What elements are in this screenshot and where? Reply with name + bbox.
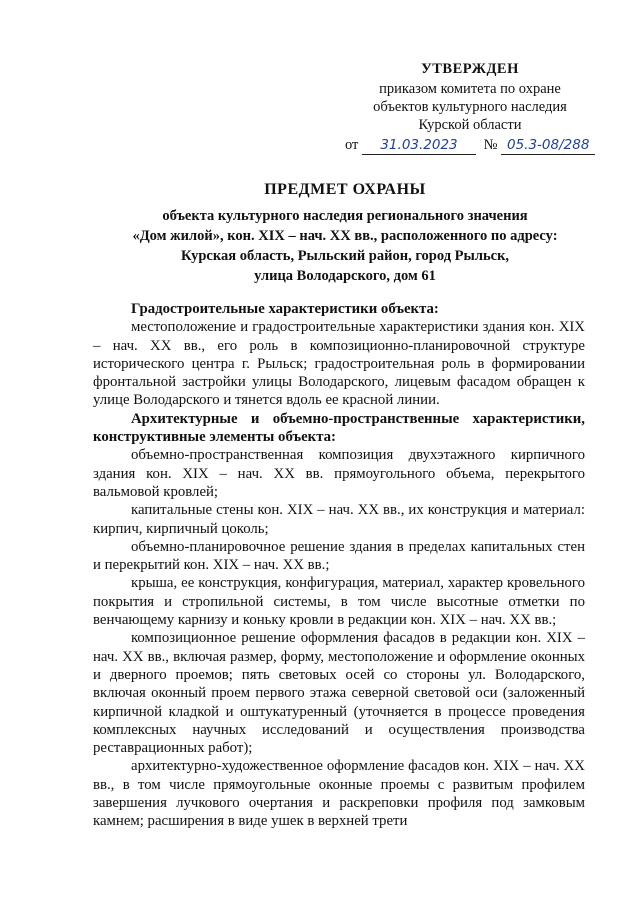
- handwritten-number: 05.3-08/288: [501, 136, 595, 155]
- heading-line-2: «Дом жилой», кон. XIX – нач. XX вв., расположенного по адресу:: [132, 228, 558, 244]
- approval-line-1: приказом комитета по охране: [379, 81, 561, 97]
- heading-line-3: Курская область, Рыльский район, город Рыльск,: [180, 248, 510, 264]
- document-body: [93, 300, 585, 831]
- paragraph-roof: крыша, ее конструкция, конфигурация, материал, характер кровельного покрытия и стропильной системы, в том числе высотные отметки по венчающему карнизу и коньку кровли в редакции кон. XIX – нач. XX вв.;: [93, 575, 585, 629]
- paragraph-planning: объемно-планировочное решение здания в пределах капитальных стен и перекрытий кон. XIX – нач. XX вв.;: [93, 538, 585, 574]
- approval-title: УТВЕРЖДЕН: [421, 61, 519, 77]
- section-title-urban: Градостроительные характеристики объекта:: [131, 301, 439, 317]
- paragraph-facade-decoration: архитектурно-художественное оформление фасадов кон. XIX – нач. XX вв., в том числе прямоугольные оконные проемы с развитым профилем завершения лучкового очертания и раскреповки профиля под замковым камнем; расширения в виде ушек в верхней трети: [93, 758, 585, 830]
- heading-line-4: улица Володарского, дом 61: [254, 268, 436, 284]
- paragraph-facade-composition: композиционное решение оформления фасадов в редакции кон. XIX – нач. XX вв., включая размер, форму, местоположение и оформление оконных и дверного проемов; пять световых осей со стороны ул. Володарского, включая оконный проем первого этажа северной световой оси (заложенный кирпичной кладкой и оштукатуренный (уточняется в процессе проведения комплексных научных исследований и осуществления производства реставрационных работ);: [93, 630, 585, 757]
- handwritten-date: 31.03.2023: [362, 136, 475, 155]
- approval-block: [345, 60, 595, 155]
- document-heading: [95, 180, 595, 286]
- approval-line-3: Курской области: [418, 117, 522, 133]
- paragraph-composition: объемно-пространственная композиция двухэтажного кирпичного здания кон. XIX – нач. XX вв. прямоугольного объема, перекрытого вальмовой кровлей;: [93, 447, 585, 500]
- section-title-architecture: Архитектурные и объемно-пространственные характеристики, конструктивные элементы объекта:: [93, 410, 585, 446]
- number-prefix: №: [483, 137, 498, 153]
- paragraph-location: местоположение и градостроительные характеристики здания кон. XIX – нач. XX вв., его роль в композиционно-планировочной структуре исторического центра г. Рыльск; градостроительная роль в формировании фронтальной застройки улицы Володарского, лицевым фасадом обращен к улице Володарского и тянется вдоль ее красной линии.: [93, 319, 585, 409]
- approval-line-2: объектов культурного наследия: [373, 99, 567, 115]
- approval-date-row: [345, 136, 595, 155]
- heading-line-1: объекта культурного наследия регионального значения: [162, 208, 528, 224]
- paragraph-walls: капитальные стены кон. XIX – нач. XX вв., их конструкция и материал: кирпич, кирпичный цоколь;: [93, 502, 585, 537]
- heading-title: ПРЕДМЕТ ОХРАНЫ: [264, 181, 426, 198]
- date-prefix: от: [345, 137, 359, 153]
